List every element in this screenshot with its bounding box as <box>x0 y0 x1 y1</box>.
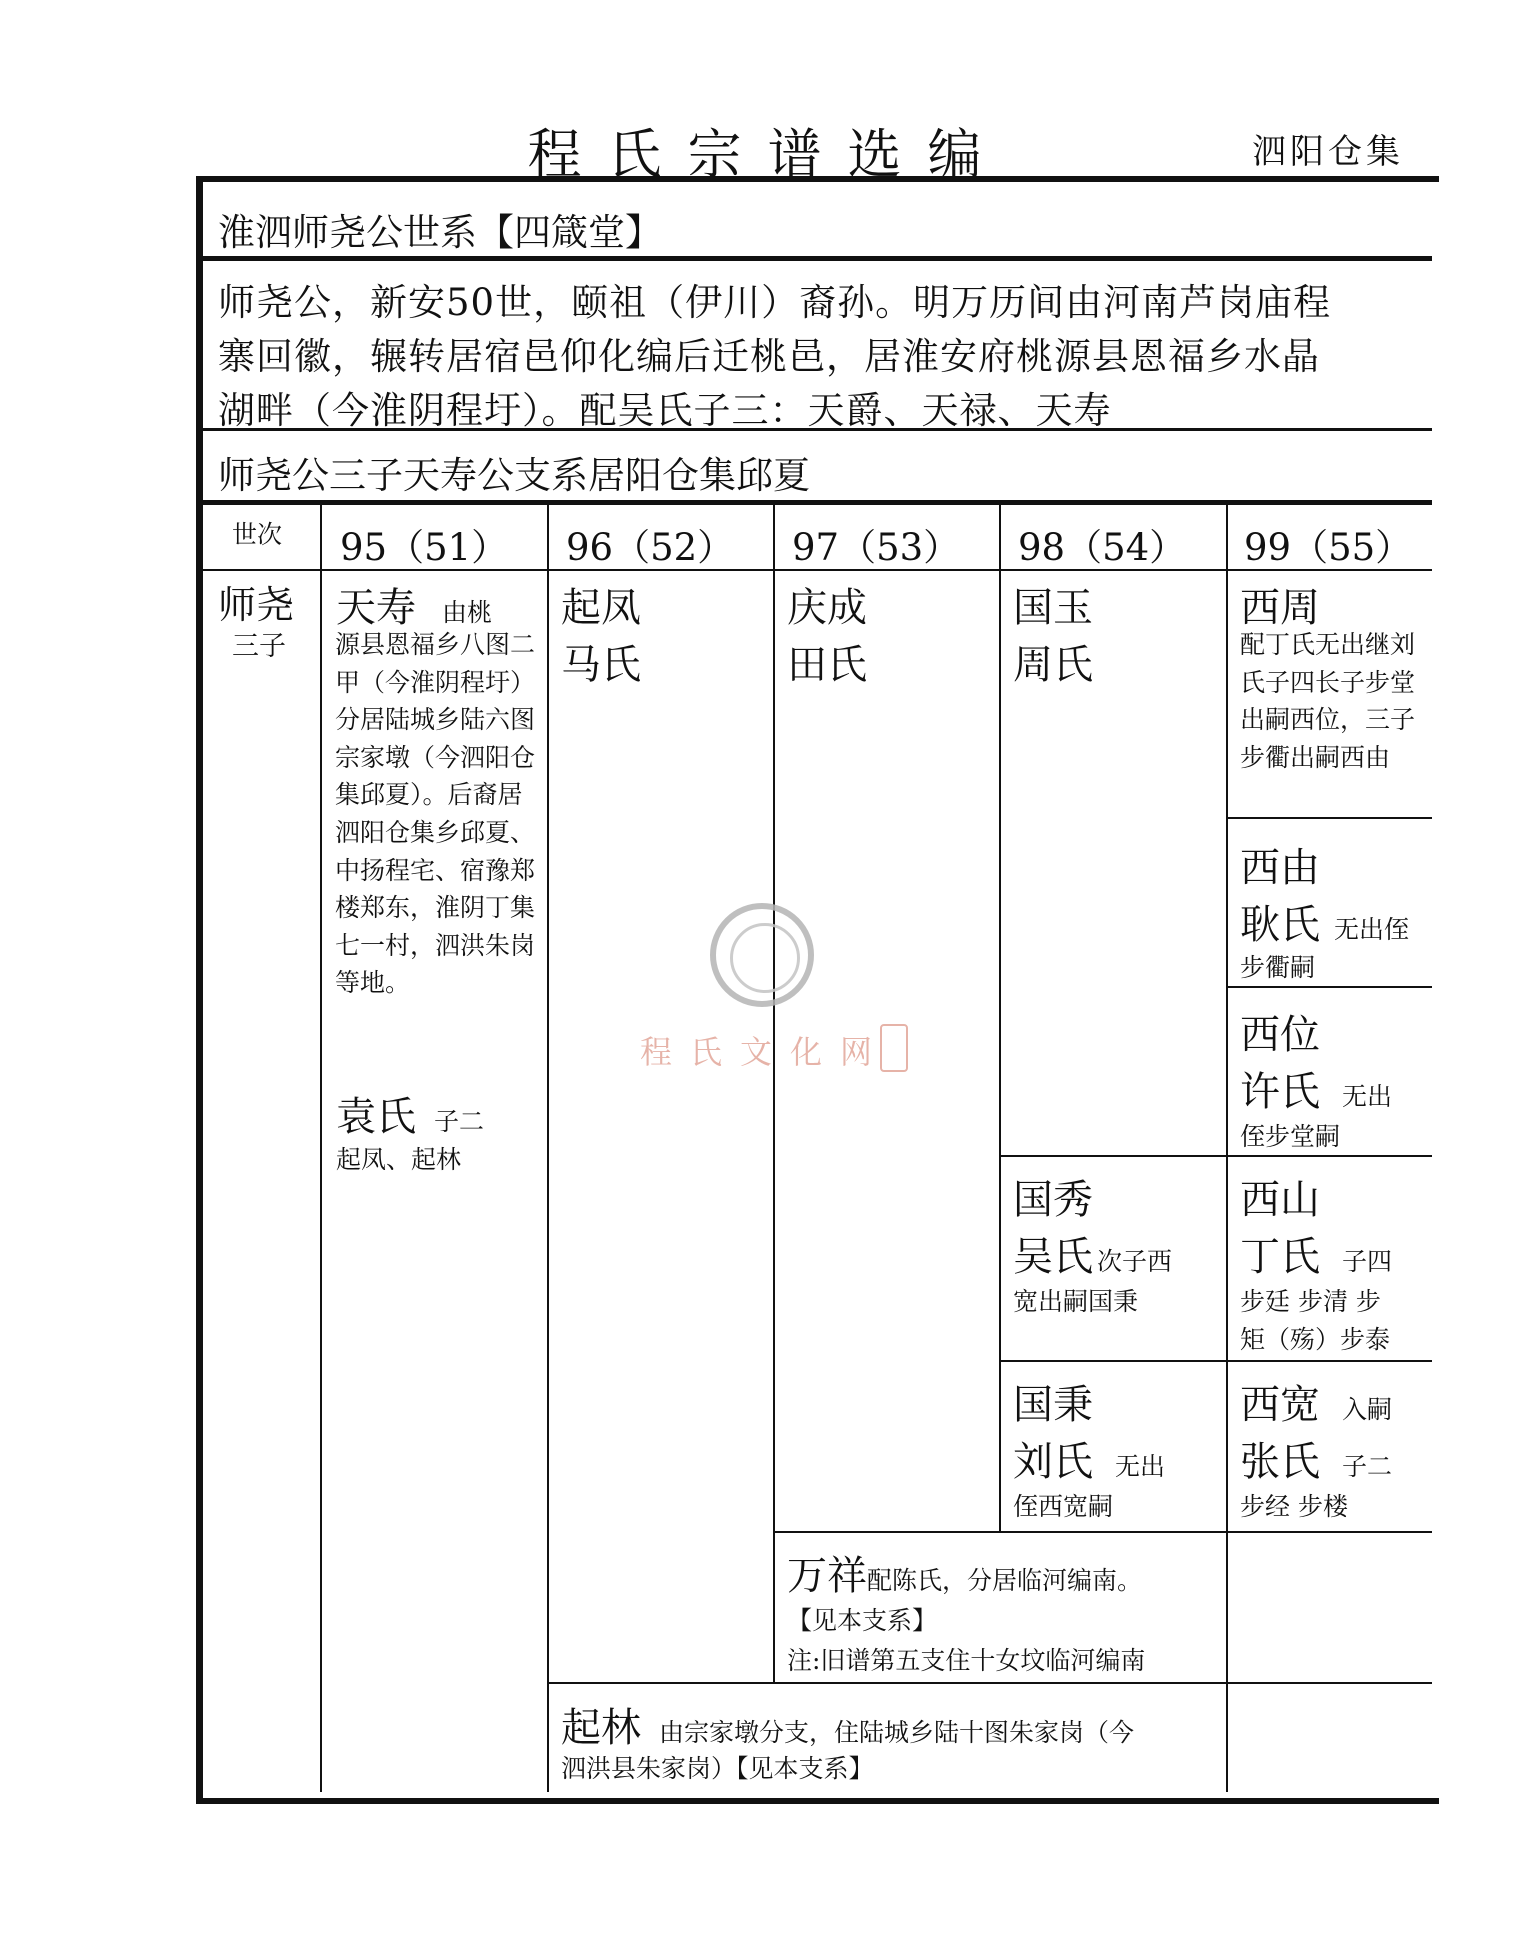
person-note: 矩（殇）步泰 <box>1240 1325 1391 1354</box>
children-note: 起凤、起林 <box>336 1145 462 1174</box>
person-guoyu: 国玉 <box>1013 585 1093 631</box>
section-title: 淮泗师尧公世系【四箴堂】 <box>218 211 662 254</box>
person-note: 注:旧谱第五支住十女坟临河编南 <box>787 1646 1146 1675</box>
watermark-text: 程氏文化网 <box>640 1033 891 1071</box>
watermark-seal-icon <box>710 903 814 1007</box>
person-note: 泗洪县朱家岗）【见本支系】 <box>561 1754 874 1783</box>
intro-line: 寨回徽，辗转居宿邑仰化编后迁桃邑，居淮安府桃源县恩福乡水晶 <box>218 335 1320 378</box>
person-xishan: 西山 <box>1240 1177 1320 1223</box>
person-note: 宽出嗣国秉 <box>1013 1287 1139 1316</box>
person-note: 侄西宽嗣 <box>1013 1492 1114 1521</box>
person-qilin: 起林 由宗家墩分支，住陆城乡陆十图朱家岗（今 <box>561 1705 1135 1751</box>
spouse-ding: 丁氏 子四 <box>1240 1234 1393 1280</box>
person-note: 步衢嗣 <box>1240 953 1316 982</box>
spouse-liu: 刘氏 无出 <box>1013 1439 1166 1485</box>
column-header: 96（52） <box>566 526 735 569</box>
branch-title: 师尧公三子天寿公支系居阳仓集邱夏 <box>218 454 810 497</box>
ancestor-name: 师尧 <box>218 583 295 627</box>
person-note: 步经 步楼 <box>1240 1492 1348 1521</box>
column-header: 95（51） <box>340 526 509 569</box>
location-label: 泗阳仓集 <box>1252 132 1404 172</box>
spouse-xu: 许氏 无出 <box>1240 1069 1393 1115</box>
column-header: 98（54） <box>1018 526 1187 569</box>
intro-line: 师尧公，新安50世，颐祖（伊川）裔孙。明万历间由河南芦岗庙程 <box>218 281 1332 324</box>
person-note: 侄步堂嗣 <box>1240 1122 1341 1151</box>
person-note: 【见本支系】 <box>787 1606 938 1635</box>
generation-header: 世次 <box>232 520 283 549</box>
spouse-zhang: 张氏 子二 <box>1240 1439 1393 1485</box>
person-guobing: 国秉 <box>1013 1382 1093 1428</box>
watermark-stamp-icon <box>880 1024 908 1072</box>
spouse-zhou: 周氏 <box>1013 642 1093 688</box>
person-note: 源县恩福乡八图二甲（今淮阴程圩）分居陆城乡陆六图宗家墩（今泗阳仓集邱夏）。后裔居泗阳仓集乡邱夏、中扬程宅、宿豫郑楼郑东，淮阴丁集七一村，泗洪朱岗等地。 <box>335 630 536 998</box>
person-qingcheng: 庆成 <box>787 585 867 631</box>
person-xiwei: 西位 <box>1240 1012 1320 1058</box>
person-tianshou: 天寿 由桃 <box>336 585 493 631</box>
spouse-yuan: 袁氏 子二 <box>336 1094 485 1140</box>
person-xiyou: 西由 <box>1240 845 1320 891</box>
spouse-ma: 马氏 <box>561 642 641 688</box>
column-header: 97（53） <box>792 526 961 569</box>
person-qifeng: 起凤 <box>561 585 641 631</box>
spouse-geng: 耿氏 无出侄 <box>1240 902 1410 948</box>
person-guoxiu: 国秀 <box>1013 1177 1093 1223</box>
spouse-wu: 吴氏 次子西 <box>1013 1234 1173 1280</box>
column-header: 99（55） <box>1244 526 1413 569</box>
ancestor-note: 三子 <box>232 631 286 662</box>
person-note: 配丁氏无出继刘氏子四长子步堂出嗣西位，三子步衢出嗣西由 <box>1240 630 1416 772</box>
intro-line: 湖畔（今淮阴程圩）。配吴氏子三：天爵、天禄、天寿 <box>218 389 1112 432</box>
spouse-tian: 田氏 <box>787 642 867 688</box>
person-note: 步廷 步清 步 <box>1240 1287 1381 1316</box>
page-title: 程氏宗谱选编 <box>527 123 1008 186</box>
person-xikuan: 西宽 入嗣 <box>1240 1382 1393 1428</box>
person-wanxiang: 万祥配陈氏，分居临河编南。 <box>787 1553 1143 1599</box>
person-xizhou: 西周 <box>1240 585 1320 631</box>
